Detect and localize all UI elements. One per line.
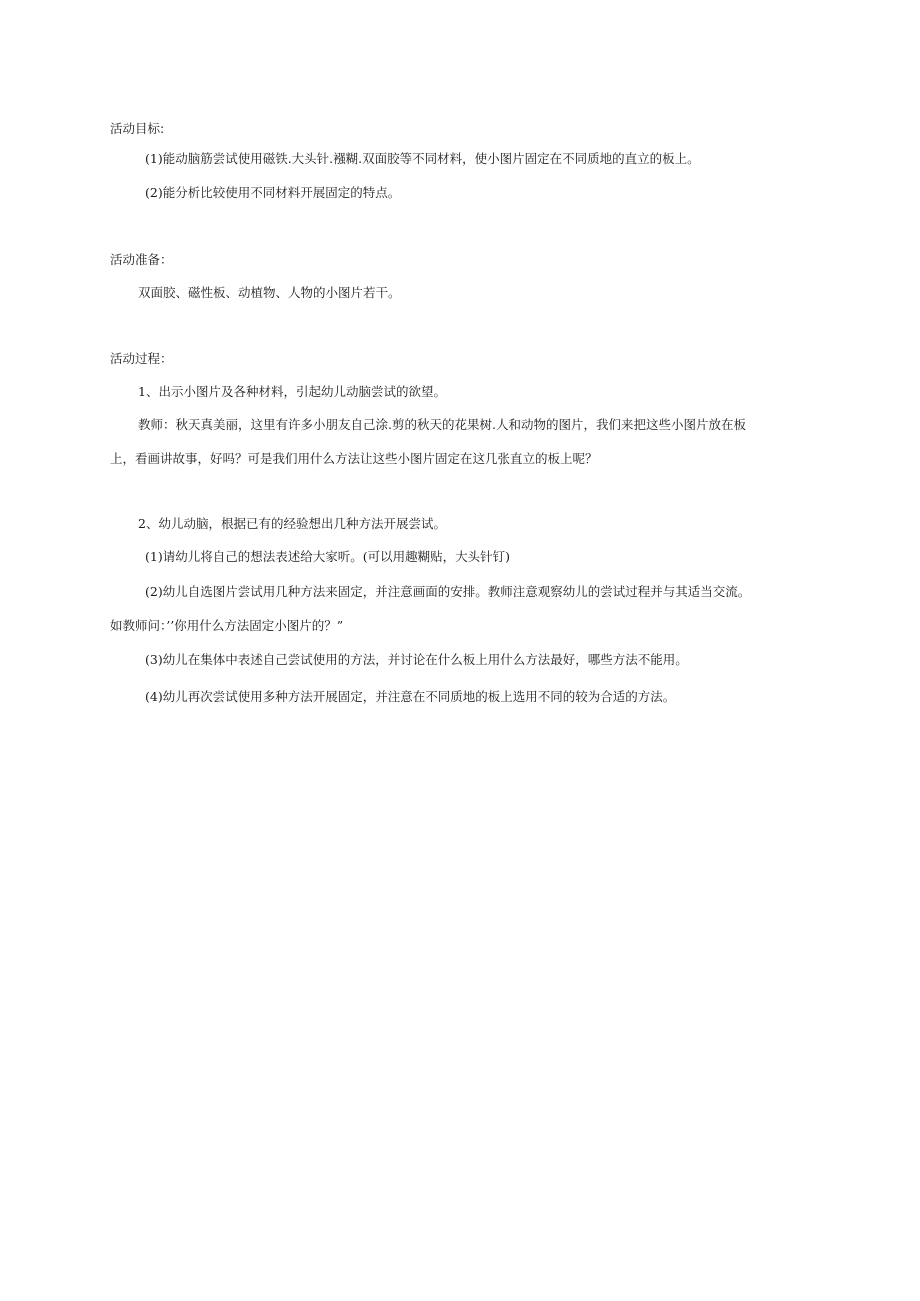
teacher-dialogue-line-1: 教师：秋天真美丽，这里有许多小朋友自己涂.剪的秋天的花果树.人和动物的图片，我们来把这些小图片放在板	[138, 417, 746, 432]
sub-step-1: (1)请幼儿将自己的想法表述给大家听。(可以用趣糊贴，大头针钉)	[145, 549, 510, 564]
goal-item-1: (1)能动脑筋尝试使用磁铁.大头针.襁糊.双面胶等不同材料，使小图片固定在不同质地的直立的板上。	[145, 151, 700, 166]
preparation-heading: 活动准备：	[110, 252, 173, 267]
sub-step-3: (3)幼儿在集体中表述自己尝试使用的方法，并讨论在什么板上用什么方法最好，哪些方法不能用。	[145, 652, 688, 667]
teacher-dialogue-line-2: 上，看画讲故事，好吗？可是我们用什么方法让这些小图片固定在这几张直立的板上呢？	[110, 451, 598, 466]
goals-heading: 活动目标:	[110, 121, 165, 136]
process-step-1: 1、出示小图片及各种材料，引起幼儿动脑尝试的欲望。	[138, 384, 446, 399]
sub-step-2-line-1: (2)幼儿自选图片尝试用几种方法来固定，并注意画面的安排。教师注意观察幼儿的尝试过程并与其适当交流。	[145, 584, 751, 599]
process-heading: 活动过程：	[110, 351, 173, 366]
sub-step-4: (4)幼儿再次尝试使用多种方法开展固定，并注意在不同质地的板上选用不同的较为合适的方法。	[145, 689, 676, 704]
goal-item-2: (2)能分析比较使用不同材料开展固定的特点。	[145, 185, 401, 200]
sub-step-2-line-2: 如教师问：’’你用什么方法固定小图片的？”	[110, 618, 344, 633]
process-step-2: 2、幼儿动脑，根据已有的经验想出几种方法开展尝试。	[138, 516, 446, 531]
preparation-text: 双面胶、磁性板、动植物、人物的小图片若干。	[138, 285, 401, 300]
